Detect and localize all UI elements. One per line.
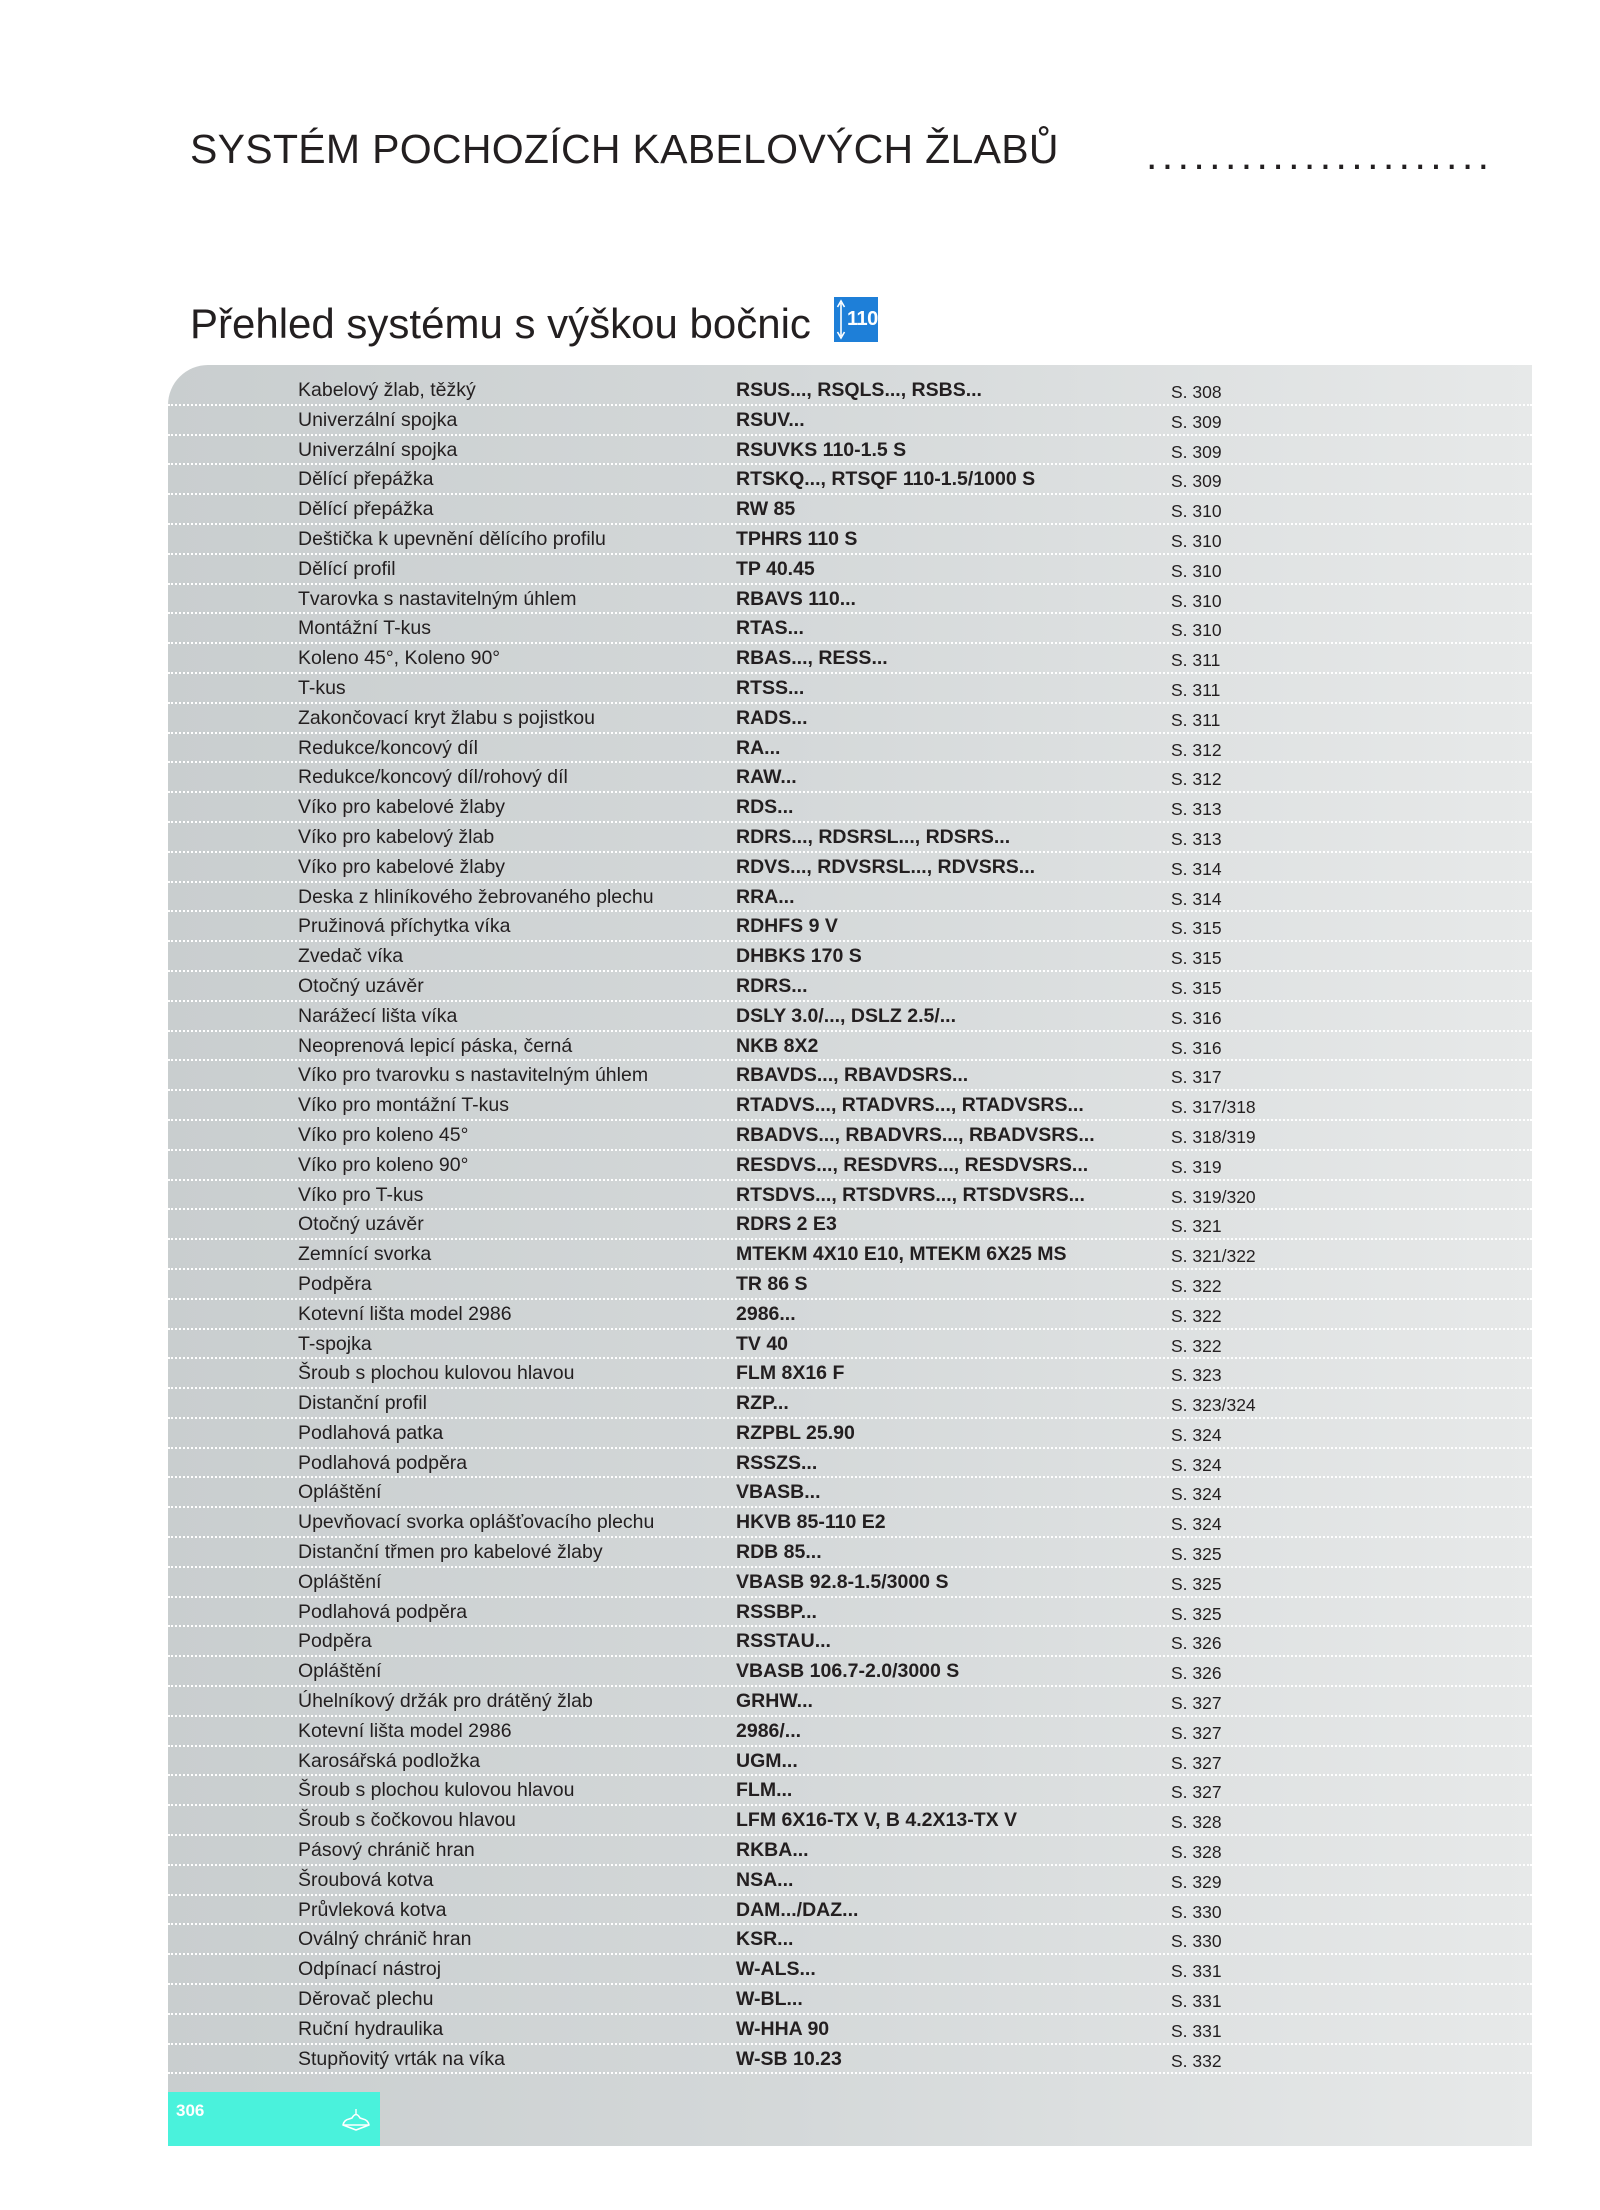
table-row	[168, 1300, 1532, 1330]
product-code: NSA...	[736, 1868, 794, 1891]
product-code: W-HHA 90	[736, 2017, 830, 2040]
page-reference: S. 331	[1171, 1961, 1222, 1982]
product-name: Redukce/koncový díl/rohový díl	[298, 766, 568, 789]
table-row	[168, 1806, 1532, 1836]
product-code: RSSZS...	[736, 1451, 818, 1474]
overview-table	[168, 376, 1532, 2074]
table-row	[168, 406, 1532, 436]
product-code: RTADVS..., RTADVRS..., RTADVSRS...	[736, 1094, 1084, 1117]
product-code: DAM.../DAZ...	[736, 1898, 859, 1921]
product-name: Montážní T-kus	[298, 617, 431, 640]
table-row	[168, 1091, 1532, 1121]
product-name: Zvedač víka	[298, 945, 404, 968]
product-code: VBASB 106.7-2.0/3000 S	[736, 1660, 960, 1683]
page-reference: S. 327	[1171, 1722, 1222, 1743]
page-reference: S. 326	[1171, 1633, 1222, 1654]
product-code: RESDVS..., RESDVRS..., RESDVSRS...	[736, 1153, 1089, 1176]
page-reference: S. 325	[1171, 1544, 1222, 1565]
product-code: RADS...	[736, 706, 808, 729]
product-name: Víko pro montážní T-kus	[298, 1094, 509, 1117]
page-reference: S. 322	[1171, 1335, 1222, 1356]
product-name: Odpínací nástroj	[298, 1958, 442, 1981]
product-name: Pružinová příchytka víka	[298, 915, 511, 938]
table-row	[168, 1121, 1532, 1151]
page-reference: S. 315	[1171, 948, 1222, 969]
page-reference: S. 312	[1171, 739, 1222, 760]
product-name: Stupňovitý vrták na víka	[298, 2047, 506, 2070]
product-name: Neoprenová lepicí páska, černá	[298, 1034, 573, 1057]
table-row	[168, 614, 1532, 644]
table-row	[168, 1330, 1532, 1360]
page-reference: S. 326	[1171, 1663, 1222, 1684]
table-row	[168, 495, 1532, 525]
product-code: RDHFS 9 V	[736, 915, 838, 938]
product-name: Podlahová podpěra	[298, 1451, 468, 1474]
product-name: T-kus	[298, 676, 346, 699]
page-reference: S. 322	[1171, 1305, 1222, 1326]
page-reference: S. 311	[1171, 679, 1221, 700]
page-reference: S. 318/319	[1171, 1126, 1256, 1147]
product-name: Úhelníkový držák pro drátěný žlab	[298, 1690, 593, 1713]
table-row	[168, 1568, 1532, 1598]
table-row	[168, 1270, 1532, 1300]
table-row	[168, 1240, 1532, 1270]
product-code: FLM...	[736, 1779, 793, 1802]
page-reference: S. 309	[1171, 441, 1222, 462]
product-code: RSUVKS 110-1.5 S	[736, 438, 907, 461]
product-name: Šroubová kotva	[298, 1868, 434, 1891]
page-reference: S. 314	[1171, 888, 1222, 909]
table-row	[168, 465, 1532, 495]
page-reference: S. 310	[1171, 560, 1222, 581]
table-row	[168, 1687, 1532, 1717]
product-name: Kotevní lišta model 2986	[298, 1302, 512, 1325]
table-row	[168, 912, 1532, 942]
product-code: RTSS...	[736, 676, 805, 699]
product-code: RDRS...	[736, 974, 808, 997]
page-reference: S. 316	[1171, 1037, 1222, 1058]
table-row	[168, 1478, 1532, 1508]
product-code: RBAVDS..., RBAVDSRS...	[736, 1064, 969, 1087]
overview-table-panel	[168, 365, 1532, 2146]
table-row	[168, 644, 1532, 674]
side-height-value: 110	[847, 308, 878, 330]
page-reference: S. 331	[1171, 1991, 1222, 2012]
product-code: RKBA...	[736, 1839, 809, 1862]
page-reference: S. 331	[1171, 2020, 1222, 2041]
page-reference: S. 311	[1171, 650, 1221, 671]
page-reference: S. 311	[1171, 709, 1221, 730]
page-reference: S. 328	[1171, 1842, 1222, 1863]
table-row	[168, 1538, 1532, 1568]
product-name: Distanční profil	[298, 1392, 427, 1415]
product-code: TV 40	[736, 1332, 789, 1355]
product-name: Podpěra	[298, 1630, 372, 1653]
table-row	[168, 1508, 1532, 1538]
page-reference: S. 317/318	[1171, 1097, 1256, 1118]
product-name: Tvarovka s nastavitelným úhlem	[298, 587, 577, 610]
table-row	[168, 763, 1532, 793]
table-row	[168, 585, 1532, 615]
product-code: TPHRS 110 S	[736, 527, 858, 550]
page-reference: S. 310	[1171, 590, 1222, 611]
product-name: Opláštění	[298, 1481, 382, 1504]
table-row	[168, 1747, 1532, 1777]
page-reference: S. 319	[1171, 1156, 1222, 1177]
page-reference: S. 327	[1171, 1782, 1222, 1803]
table-row	[168, 1210, 1532, 1240]
page-reference: S. 324	[1171, 1484, 1222, 1505]
product-code: NKB 8X2	[736, 1034, 819, 1057]
product-name: Pásový chránič hran	[298, 1839, 475, 1862]
product-name: Redukce/koncový díl	[298, 736, 478, 759]
page-reference: S. 329	[1171, 1871, 1222, 1892]
product-code: W-BL...	[736, 1988, 803, 2011]
product-name: Dělící přepážka	[298, 468, 434, 491]
page-reference: S. 309	[1171, 471, 1222, 492]
page-reference: S. 315	[1171, 977, 1222, 998]
product-code: RDB 85...	[736, 1541, 822, 1564]
product-code: RSSTAU...	[736, 1630, 831, 1653]
product-code: KSR...	[736, 1928, 794, 1951]
product-name: T-spojka	[298, 1332, 372, 1355]
product-code: RBAVS 110...	[736, 587, 856, 610]
product-name: Oválný chránič hran	[298, 1928, 472, 1951]
page-reference: S. 328	[1171, 1812, 1222, 1833]
product-name: Víko pro koleno 45°	[298, 1123, 469, 1146]
product-code: RRA...	[736, 885, 795, 908]
vertical-double-arrow-icon	[836, 299, 846, 340]
product-code: RW 85	[736, 498, 796, 521]
page-reference: S. 327	[1171, 1752, 1222, 1773]
product-name: Víko pro tvarovku s nastavitelným úhlem	[298, 1064, 649, 1087]
table-row	[168, 1002, 1532, 1032]
table-row	[168, 674, 1532, 704]
product-code: DSLY 3.0/..., DSLZ 2.5/...	[736, 1004, 957, 1027]
table-row	[168, 1776, 1532, 1806]
table-row	[168, 525, 1532, 555]
page-reference: S. 327	[1171, 1693, 1222, 1714]
product-name: Víko pro kabelový žlab	[298, 825, 495, 848]
page-reference: S. 321/322	[1171, 1246, 1256, 1267]
product-code: RTSDVS..., RTSDVRS..., RTSDVSRS...	[736, 1183, 1085, 1206]
product-code: RZPBL 25.90	[736, 1421, 855, 1444]
page-reference: S. 319/320	[1171, 1186, 1256, 1207]
product-code: 2986/...	[736, 1719, 802, 1742]
table-row	[168, 1985, 1532, 2015]
product-code: TP 40.45	[736, 557, 815, 580]
product-name: Narážecí lišta víka	[298, 1004, 458, 1027]
product-name: Podlahová patka	[298, 1421, 444, 1444]
section-subtitle: Přehled systému s výškou bočnic	[190, 300, 811, 347]
page-reference: S. 309	[1171, 411, 1222, 432]
product-code: RDS...	[736, 796, 794, 819]
product-name: Koleno 45°, Koleno 90°	[298, 647, 501, 670]
product-name: Otočný uzávěr	[298, 1213, 424, 1236]
table-row	[168, 1598, 1532, 1628]
product-name: Děrovač plechu	[298, 1988, 434, 2011]
product-code: LFM 6X16-TX V, B 4.2X13-TX V	[736, 1809, 1018, 1832]
product-code: W-SB 10.23	[736, 2047, 842, 2070]
table-row	[168, 1627, 1532, 1657]
product-code: RDRS 2 E3	[736, 1213, 837, 1236]
table-row	[168, 823, 1532, 853]
table-row	[168, 734, 1532, 764]
table-row	[168, 1866, 1532, 1896]
product-name: Průvleková kotva	[298, 1898, 447, 1921]
product-name: Kabelový žlab, těžký	[298, 379, 476, 401]
product-name: Deštička k upevnění dělícího profilu	[298, 527, 606, 550]
product-name: Šroub s plochou kulovou hlavou	[298, 1779, 575, 1802]
table-row	[168, 942, 1532, 972]
product-code: RSSBP...	[736, 1600, 817, 1623]
product-code: RA...	[736, 736, 781, 759]
page-reference: S. 323/324	[1171, 1395, 1256, 1416]
page-reference: S. 308	[1171, 382, 1222, 402]
product-name: Dělící přepážka	[298, 498, 434, 521]
page-reference: S. 312	[1171, 769, 1222, 790]
page-reference: S. 325	[1171, 1603, 1222, 1624]
product-name: Víko pro kabelové žlaby	[298, 855, 506, 878]
page-number: 306	[176, 2101, 205, 2120]
product-name: Podpěra	[298, 1272, 372, 1295]
product-name: Víko pro koleno 90°	[298, 1153, 469, 1176]
product-name: Deska z hliníkového žebrovaného plechu	[298, 885, 654, 908]
product-code: RTSKQ..., RTSQF 110-1.5/1000 S	[736, 468, 1036, 491]
table-row	[168, 704, 1532, 734]
table-row	[168, 1657, 1532, 1687]
table-row	[168, 1925, 1532, 1955]
table-row	[168, 883, 1532, 913]
walkway-tray-icon	[340, 2106, 372, 2132]
product-code: RAW...	[736, 766, 797, 789]
product-code: GRHW...	[736, 1690, 813, 1713]
page-title: SYSTÉM POCHOZÍCH KABELOVÝCH ŽLABŮ	[190, 126, 1059, 172]
table-row	[168, 793, 1532, 823]
page-reference: S. 310	[1171, 501, 1222, 522]
product-code: RSUS..., RSQLS..., RSBS...	[736, 379, 982, 401]
product-name: Dělící profil	[298, 557, 396, 580]
product-name: Šroub s čočkovou hlavou	[298, 1809, 516, 1832]
table-row	[168, 376, 1532, 406]
page-reference: S. 315	[1171, 918, 1222, 939]
product-code: UGM...	[736, 1749, 798, 1772]
page-reference: S. 325	[1171, 1573, 1222, 1594]
product-code: MTEKM 4X10 E10, MTEKM 6X25 MS	[736, 1243, 1067, 1266]
table-row	[168, 1896, 1532, 1926]
table-row	[168, 1955, 1532, 1985]
product-code: VBASB...	[736, 1481, 821, 1504]
page-reference: S. 330	[1171, 1931, 1222, 1952]
product-name: Otočný uzávěr	[298, 974, 424, 997]
page-reference: S. 313	[1171, 828, 1222, 849]
page-reference: S. 310	[1171, 620, 1222, 641]
table-row	[168, 972, 1532, 1002]
product-name: Opláštění	[298, 1570, 382, 1593]
product-code: RBAS..., RESS...	[736, 647, 888, 670]
product-code: VBASB 92.8-1.5/3000 S	[736, 1570, 949, 1593]
table-row	[168, 1419, 1532, 1449]
product-name: Karosářská podložka	[298, 1749, 481, 1772]
page-reference: S. 313	[1171, 799, 1222, 820]
product-code: RZP...	[736, 1392, 789, 1415]
page-reference: S. 332	[1171, 2050, 1222, 2071]
product-code: RSUV...	[736, 408, 805, 431]
table-row	[168, 2045, 1532, 2075]
page-reference: S. 317	[1171, 1067, 1222, 1088]
product-name: Víko pro T-kus	[298, 1183, 424, 1206]
product-name: Podlahová podpěra	[298, 1600, 468, 1623]
product-code: 2986...	[736, 1302, 796, 1325]
table-row	[168, 1032, 1532, 1062]
side-height-badge	[834, 297, 878, 342]
product-code: RBADVS..., RBADVRS..., RBADVSRS...	[736, 1123, 1095, 1146]
product-name: Univerzální spojka	[298, 408, 458, 431]
page-reference: S. 323	[1171, 1365, 1222, 1386]
product-code: DHBKS 170 S	[736, 945, 862, 968]
table-row	[168, 2015, 1532, 2045]
page-reference: S. 310	[1171, 530, 1222, 551]
product-name: Ruční hydraulika	[298, 2017, 444, 2040]
table-row	[168, 1389, 1532, 1419]
table-row	[168, 1061, 1532, 1091]
product-name: Šroub s plochou kulovou hlavou	[298, 1362, 575, 1385]
product-name: Víko pro kabelové žlaby	[298, 796, 506, 819]
table-row	[168, 555, 1532, 585]
table-row	[168, 1359, 1532, 1389]
product-name: Zakončovací kryt žlabu s pojistkou	[298, 706, 595, 729]
page-reference: S. 324	[1171, 1454, 1222, 1475]
product-code: HKVB 85-110 E2	[736, 1511, 886, 1534]
page-reference: S. 324	[1171, 1514, 1222, 1535]
page-reference: S. 314	[1171, 858, 1222, 879]
table-row	[168, 1836, 1532, 1866]
product-code: FLM 8X16 F	[736, 1362, 845, 1385]
table-row	[168, 1717, 1532, 1747]
table-row	[168, 1449, 1532, 1479]
page-reference: S. 324	[1171, 1424, 1222, 1445]
product-code: W-ALS...	[736, 1958, 816, 1981]
table-row	[168, 853, 1532, 883]
page-reference: S. 322	[1171, 1275, 1222, 1296]
product-name: Kotevní lišta model 2986	[298, 1719, 512, 1742]
product-code: RDRS..., RDSRSL..., RDSRS...	[736, 825, 1011, 848]
product-name: Upevňovací svorka oplášťovacího plechu	[298, 1511, 655, 1534]
product-name: Opláštění	[298, 1660, 382, 1683]
product-code: RDVS..., RDVSRSL..., RDVSRS...	[736, 855, 1036, 878]
table-row	[168, 436, 1532, 466]
page-reference: S. 321	[1171, 1216, 1222, 1237]
product-name: Univerzální spojka	[298, 438, 458, 461]
product-name: Distanční třmen pro kabelové žlaby	[298, 1541, 603, 1564]
page-number-tab	[168, 2092, 380, 2146]
product-code: TR 86 S	[736, 1272, 808, 1295]
product-name: Zemnící svorka	[298, 1243, 432, 1266]
page-reference: S. 316	[1171, 1007, 1222, 1028]
title-leader-dots: ......................	[1146, 132, 1494, 178]
table-row	[168, 1151, 1532, 1181]
table-row	[168, 1181, 1532, 1211]
page-reference: S. 330	[1171, 1901, 1222, 1922]
product-code: RTAS...	[736, 617, 804, 640]
